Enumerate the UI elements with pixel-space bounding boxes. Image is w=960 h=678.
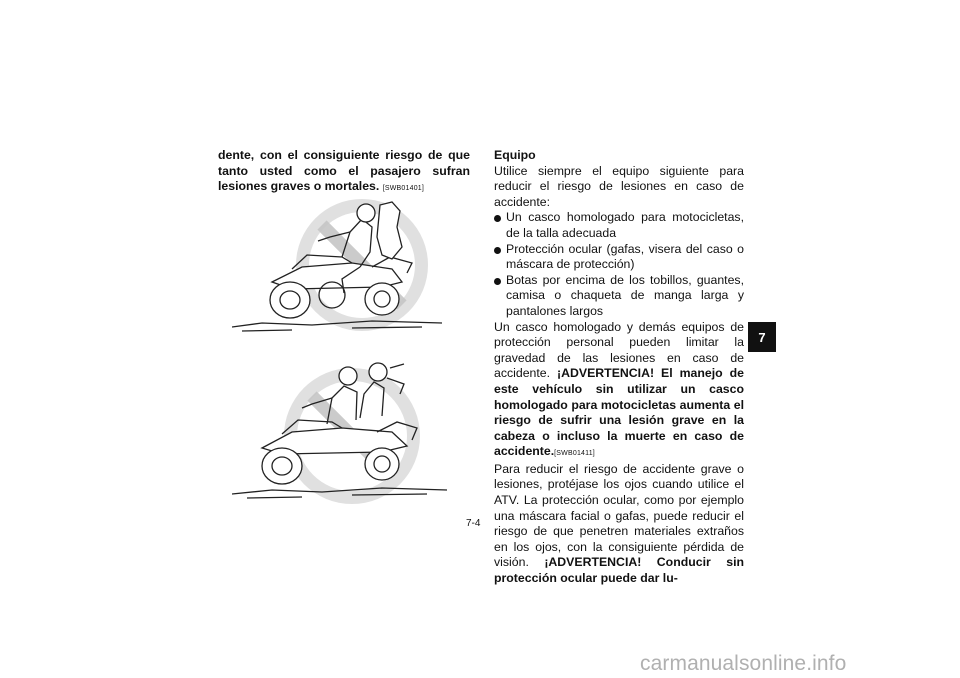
bullet-icon <box>494 247 501 254</box>
page-number: 7-4 <box>466 518 481 529</box>
illustration-passenger <box>232 358 462 508</box>
helmet-warning: ¡ADVERTENCIA! El manejo de este vehículo sin utilizar un casco homologado para motocicletas aumenta el riesgo de sufrir una lesión grave en la cabeza o incluso la muerte en caso de accidente. <box>494 366 744 459</box>
bullet-icon <box>494 215 501 222</box>
intro-text: Utilice siempre el equipo siguiente para reducir el riesgo de lesiones en caso de accidente: <box>494 163 744 209</box>
right-column <box>494 148 744 587</box>
helmet-paragraph: Un casco homologado y demás equipos de protección personal pueden limitar la gravedad de las lesiones en caso de accidente. ¡ADVERTENCIA! El manejo de este vehículo sin utilizar un casco homologado para motocicletas aumenta el riesgo de sufrir una lesión grave en la cabeza o incluso la muerte en caso de accidente.[SWB01411] <box>494 319 744 459</box>
bullet-icon <box>494 278 501 285</box>
section-heading: Equipo <box>494 148 536 162</box>
eye-protection-paragraph: Para reducir el riesgo de accidente grave o lesiones, protéjase los ojos cuando utilice el ATV. La protección ocular, como por ejemplo una máscara facial o gafas, puede reducir el riesgo de que penetren materiales extraños en los ojos, con la consiguiente pérdida de visión. ¡ADVERTENCIA! Conducir sin protección ocular puede dar lu- <box>494 461 744 586</box>
list-item: Protección ocular (gafas, visera del caso o máscara de protección) <box>494 242 744 273</box>
left-warning-text <box>218 148 470 197</box>
list-item: Un casco homologado para motocicletas, de la talla adecuada <box>494 210 744 241</box>
illustration-no-helmet <box>232 197 462 342</box>
section-tab: 7 <box>748 322 776 352</box>
warning-continuation: dente, con el consiguiente riesgo de que tanto usted como el pasajero sufran lesiones graves o mortales. <box>218 148 470 194</box>
warning-code: [SWB01401] <box>382 185 425 193</box>
list-item: Botas por encima de los tobillos, guantes, camisa o chaqueta de manga larga y pantalones largos <box>494 273 744 320</box>
equipment-list <box>494 210 744 319</box>
watermark: carmanualsonline.info <box>640 652 847 675</box>
warning-code: [SWB01411] <box>554 450 595 458</box>
eye-warning: ¡ADVERTENCIA! Conducir sin protección ocular puede dar lu- <box>494 555 744 586</box>
